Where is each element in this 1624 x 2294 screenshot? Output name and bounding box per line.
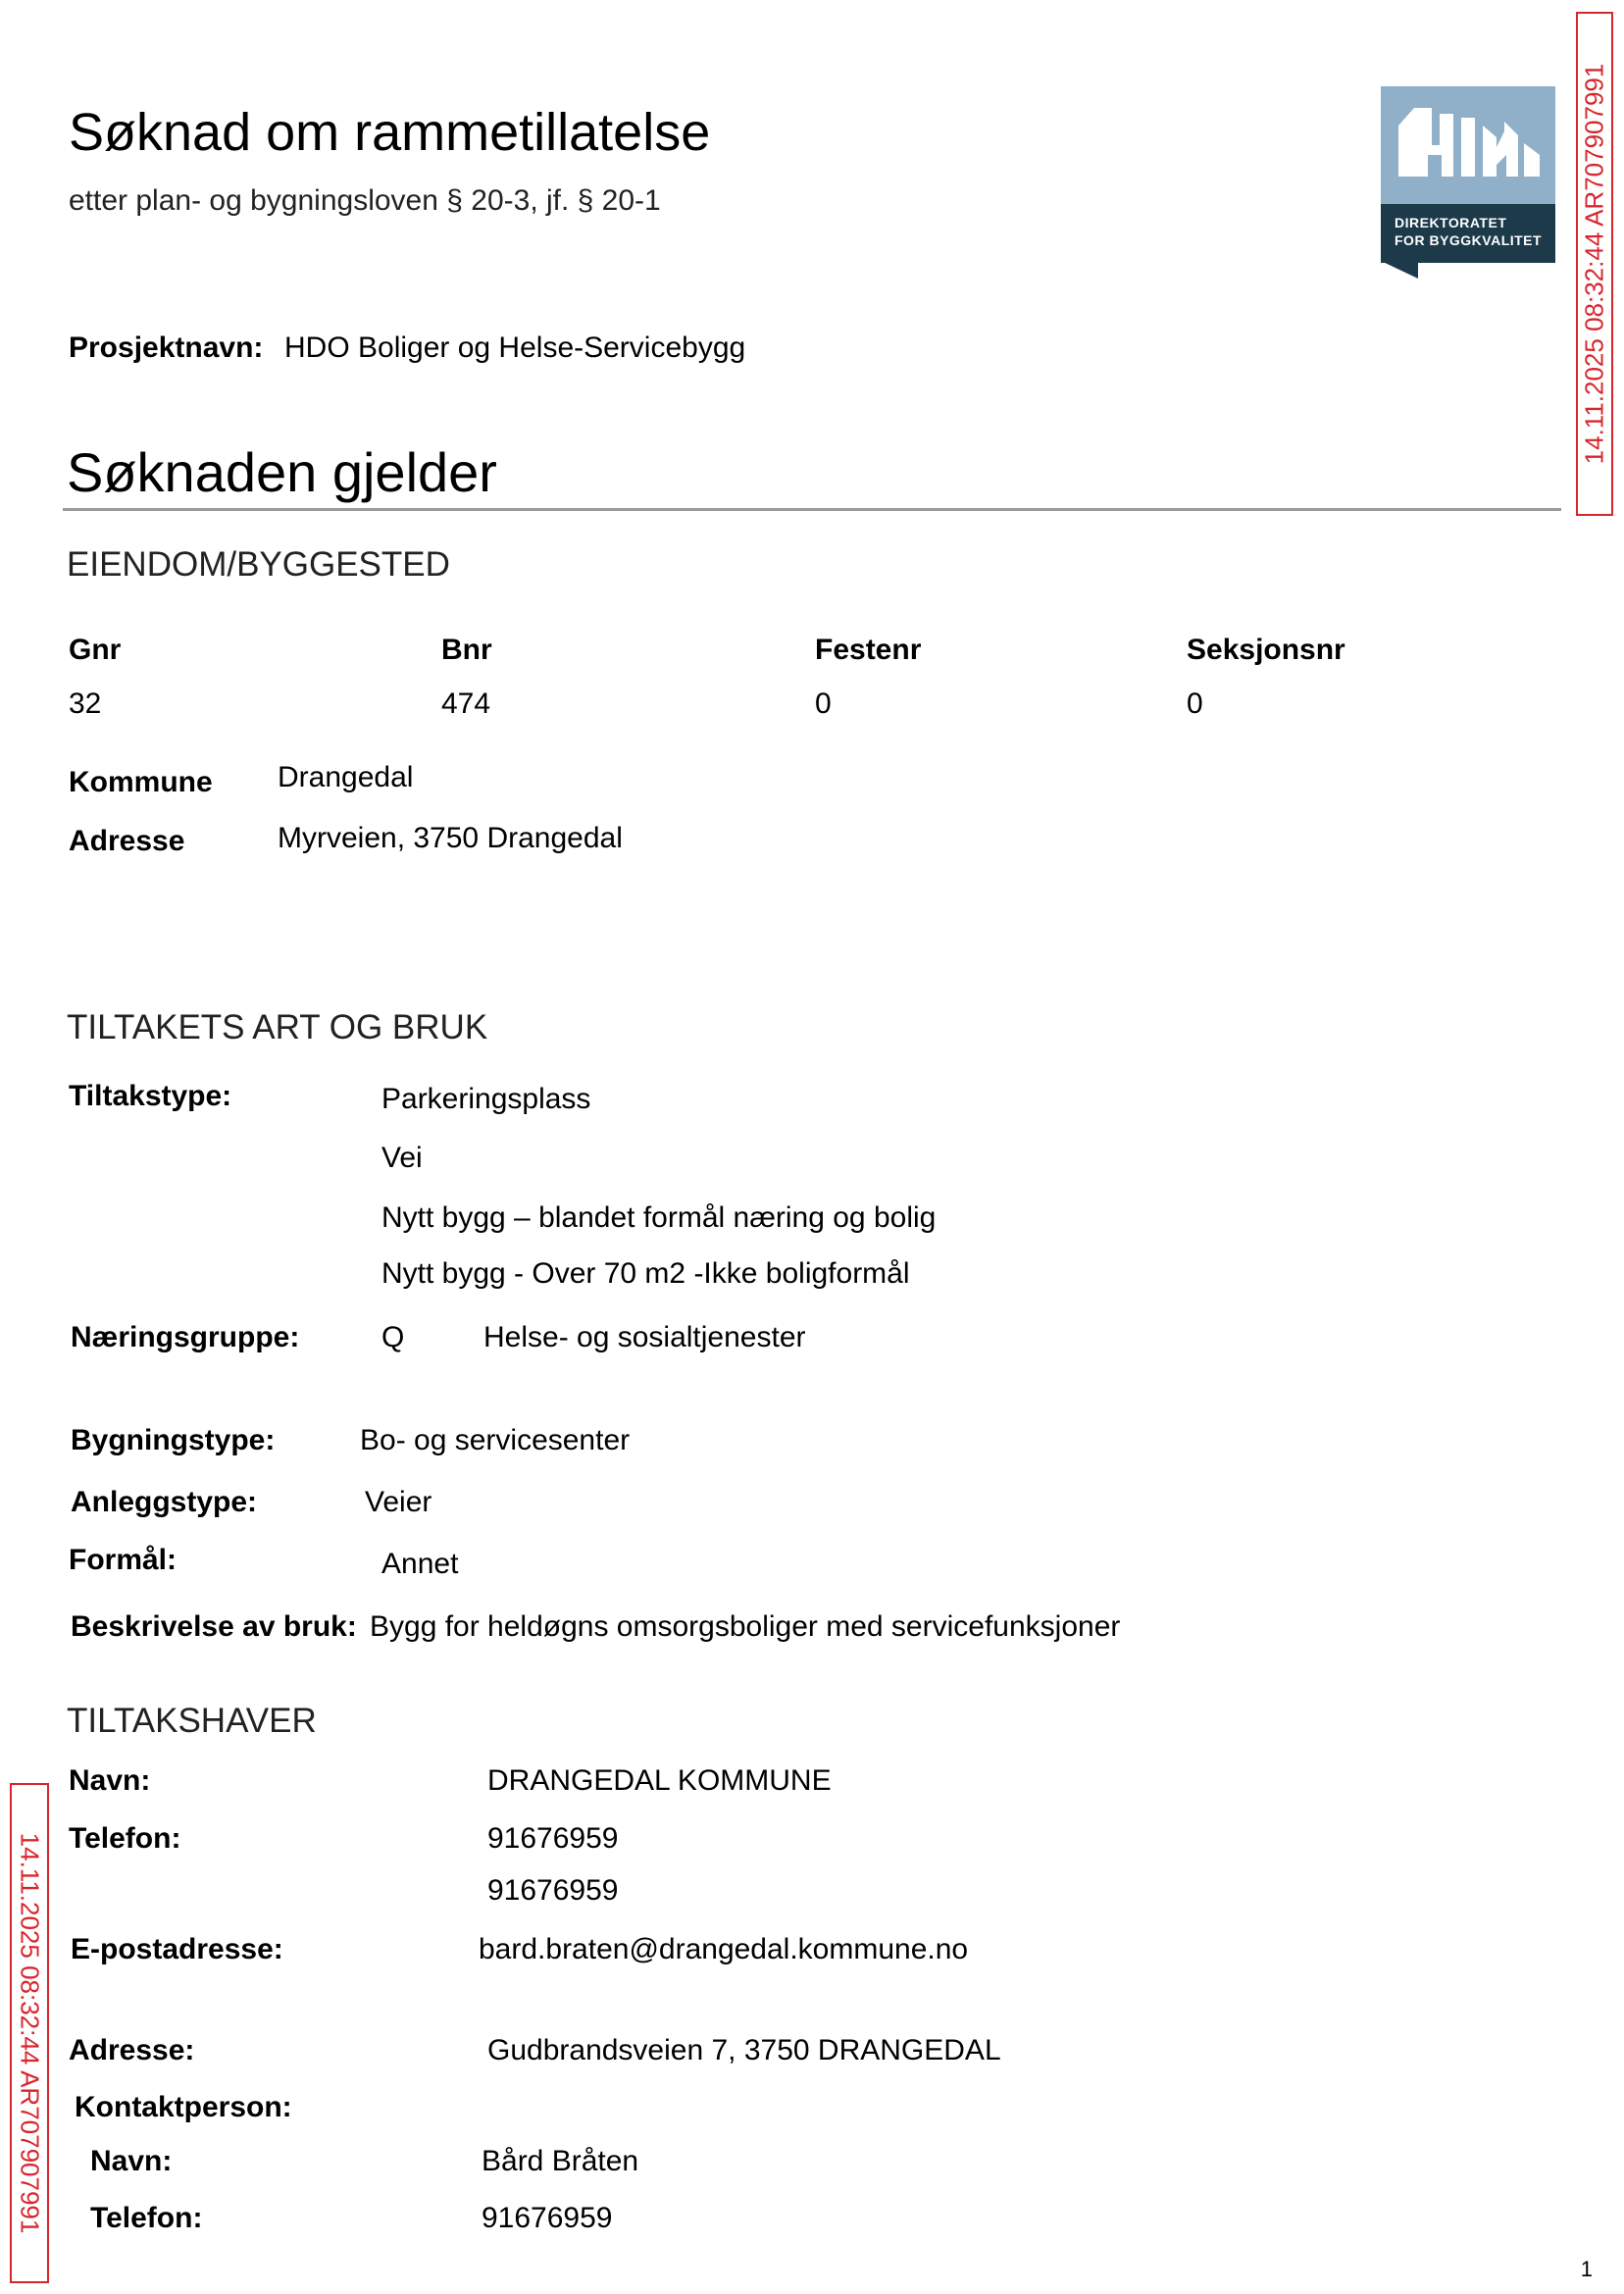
formal-value: Annet — [381, 1548, 459, 1580]
navn-label: Navn: — [69, 1764, 151, 1797]
navn-value: DRANGEDAL KOMMUNE — [487, 1764, 832, 1797]
tiltakshaver-adresse-label: Adresse: — [69, 2034, 195, 2066]
seksjonsnr-label: Seksjonsnr — [1187, 634, 1345, 666]
epost-label: E-postadresse: — [71, 1933, 283, 1965]
kontakt-telefon-value: 91676959 — [482, 2202, 613, 2234]
telefon-value-secondary: 91676959 — [487, 1874, 619, 1907]
beskrivelse-label: Beskrivelse av bruk: — [71, 1610, 357, 1643]
tiltakshaver-adresse-value: Gudbrandsveien 7, 3750 DRANGEDAL — [487, 2034, 1001, 2066]
naeringsgruppe-code: Q — [381, 1321, 405, 1353]
tiltakstype-item: Nytt bygg – blandet formål næring og bolig — [381, 1201, 937, 1234]
bygningstype-value: Bo- og servicesenter — [360, 1424, 631, 1456]
archive-stamp-top-text: 14.11.2025 08:32:44 AR707907991 — [1579, 63, 1609, 465]
project-name: HDO Boliger og Helse-Servicebygg — [284, 331, 746, 364]
tiltakstype-item: Vei — [381, 1142, 423, 1174]
document-title: Søknad om rammetillatelse — [69, 103, 711, 162]
section-divider — [63, 508, 1561, 511]
kontakt-navn-value: Bård Bråten — [482, 2145, 639, 2177]
tiltakshaver-heading: TILTAKSHAVER — [67, 1702, 317, 1740]
kontaktperson-label: Kontaktperson: — [75, 2091, 292, 2123]
logo-graphic — [1381, 86, 1555, 204]
tiltak-heading: TILTAKETS ART OG BRUK — [67, 1008, 488, 1046]
anleggstype-value: Veier — [365, 1486, 432, 1518]
logo-building-icon — [1381, 86, 1555, 204]
kontakt-navn-label: Navn: — [90, 2145, 173, 2177]
beskrivelse-value: Bygg for heldøgns omsorgsboliger med servicefunksjoner — [370, 1610, 1121, 1643]
logo-tail — [1381, 261, 1418, 279]
festenr-label: Festenr — [815, 634, 922, 666]
tiltakstype-label: Tiltakstype: — [69, 1080, 232, 1112]
logo-text-line2: FOR BYGGKVALITET — [1395, 232, 1543, 248]
tiltakstype-item: Parkeringsplass — [381, 1083, 591, 1115]
bygningstype-label: Bygningstype: — [71, 1424, 276, 1456]
festenr-value: 0 — [815, 688, 832, 720]
archive-stamp-left — [10, 1783, 49, 2283]
tiltakstype-item: Nytt bygg - Over 70 m2 -Ikke boligformål — [381, 1257, 910, 1290]
document-subtitle: etter plan- og bygningsloven § 20-3, jf. § 20-1 — [69, 184, 661, 217]
archive-stamp-top — [1576, 12, 1613, 516]
gnr-label: Gnr — [69, 634, 122, 666]
telefon-value: 91676959 — [487, 1822, 619, 1855]
page-number: 1 — [1580, 2257, 1593, 2281]
bnr-label: Bnr — [441, 634, 492, 666]
dibk-logo — [1381, 86, 1555, 277]
bnr-value: 474 — [441, 688, 491, 720]
project-label: Prosjektnavn: — [69, 331, 264, 364]
seksjonsnr-value: 0 — [1187, 688, 1203, 720]
adresse-value: Myrveien, 3750 Drangedal — [278, 822, 623, 854]
section-title: Søknaden gjelder — [67, 441, 497, 503]
anleggstype-label: Anleggstype: — [71, 1486, 258, 1518]
kontakt-telefon-label: Telefon: — [90, 2202, 203, 2234]
gnr-value: 32 — [69, 688, 102, 720]
logo-text-line1: DIREKTORATET — [1395, 215, 1507, 230]
archive-stamp-left-text: 14.11.2025 08:32:44 AR707907991 — [15, 1832, 45, 2234]
eiendom-heading: EIENDOM/BYGGESTED — [67, 545, 450, 584]
epost-value: bard.braten@drangedal.kommune.no — [479, 1933, 969, 1965]
adresse-label: Adresse — [69, 825, 185, 857]
naeringsgruppe-label: Næringsgruppe: — [71, 1321, 300, 1353]
kommune-label: Kommune — [69, 766, 213, 798]
formal-label: Formål: — [69, 1544, 178, 1576]
naeringsgruppe-value: Helse- og sosialtjenester — [483, 1321, 806, 1353]
telefon-label: Telefon: — [69, 1822, 181, 1855]
kommune-value: Drangedal — [278, 761, 414, 793]
